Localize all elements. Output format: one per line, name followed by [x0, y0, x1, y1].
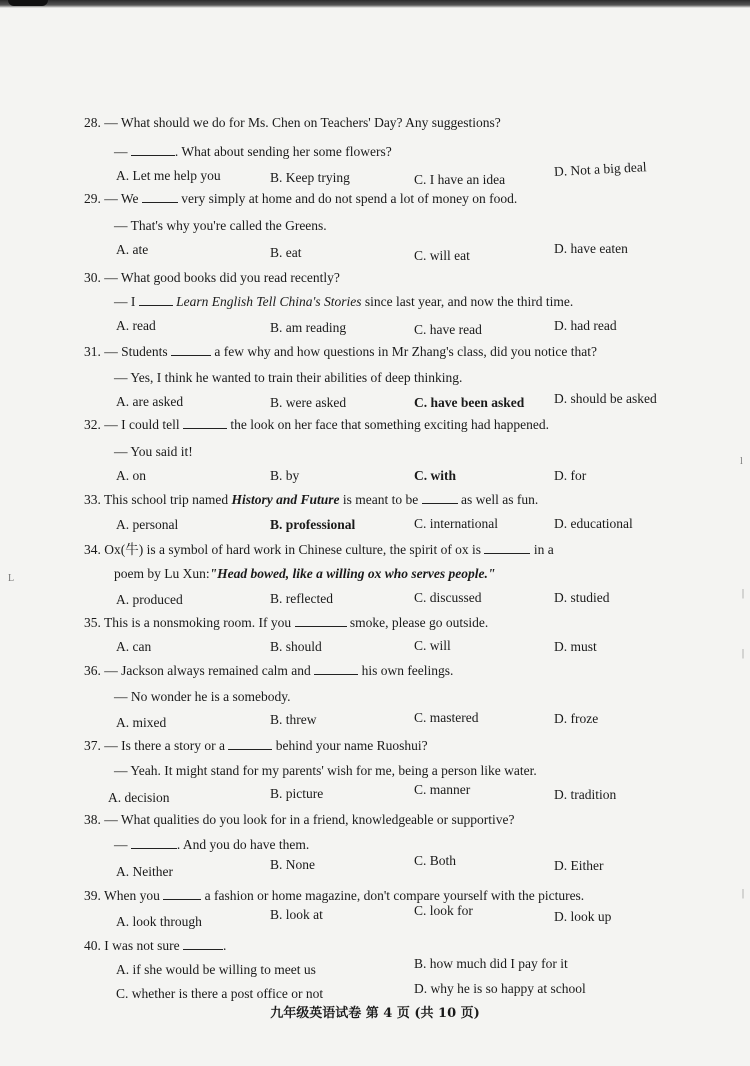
option-d: D. froze [554, 711, 599, 726]
option-b: B. reflected [270, 591, 333, 606]
question-text: as well as fun. [461, 492, 539, 507]
question-number: 28. [84, 115, 101, 130]
question-text: in a [533, 542, 554, 557]
trip-title: History and Future [231, 492, 340, 507]
margin-mark: | [742, 588, 745, 599]
question-text: — What should we do for Ms. Chen on Teachers' Day? Any suggestions? [104, 115, 501, 130]
question-text: . And you do have them. [176, 837, 310, 852]
question-text: a fashion or home magazine, don't compare yourself with the pictures. [204, 888, 585, 903]
option-d: D. had read [554, 318, 617, 333]
option-d: D. look up [554, 909, 612, 924]
question-33-stem [84, 491, 538, 509]
question-number: 30. [84, 270, 101, 285]
question-number: 38. [84, 812, 101, 827]
scan-top-edge [0, 0, 750, 8]
question-number: 37. [84, 738, 101, 753]
option-d: D. why he is so happy at school [414, 981, 586, 996]
option-b: B. None [270, 857, 315, 872]
question-text: This is a nonsmoking room. If you [104, 615, 292, 630]
answer-blank [228, 737, 272, 750]
question-29-line-2: — That's why you're called the Greens. [114, 218, 327, 233]
option-d: D. studied [554, 590, 610, 605]
question-text: — I could tell [104, 417, 180, 432]
poem-quote: "Head bowed, like a willing ox who serves people." [209, 566, 496, 581]
question-text: — I [114, 294, 136, 309]
option-d: D. Not a big deal [553, 159, 647, 179]
option-a: A. Neither [116, 864, 173, 879]
option-a: A. mixed [116, 715, 167, 730]
option-c: C. have read [414, 322, 482, 337]
question-text: — We [104, 191, 139, 206]
option-b: B. were asked [270, 395, 347, 410]
question-29-stem [84, 190, 517, 208]
question-text: — Is there a story or a [104, 738, 225, 753]
option-c: C. mastered [414, 710, 479, 725]
option-a: A. if she would be willing to meet us [116, 962, 316, 977]
answer-blank [142, 190, 178, 203]
question-number: 39. [84, 888, 101, 903]
option-a: A. decision [108, 790, 170, 805]
question-38-stem [84, 811, 515, 829]
question-31-stem [84, 343, 597, 361]
question-text: — What good books did you read recently? [104, 270, 340, 285]
question-text: Ox(牛) is a symbol of hard work in Chinese culture, the spirit of ox is [104, 542, 482, 557]
question-30-stem [84, 269, 340, 287]
question-text: smoke, please go outside. [349, 615, 489, 630]
option-d: D. for [554, 468, 587, 483]
question-text: — Jackson always remained calm and [104, 663, 311, 678]
question-36-stem [84, 662, 453, 680]
answer-blank [131, 143, 175, 156]
question-38-line-2 [114, 836, 309, 854]
margin-mark: | [742, 648, 745, 659]
question-text: since last year, and now the third time. [364, 294, 574, 309]
margin-mark: | [742, 888, 745, 899]
question-30-line-2 [114, 293, 573, 311]
question-40-stem [84, 937, 226, 955]
question-28-stem [84, 114, 501, 132]
option-c: C. look for [414, 903, 473, 918]
question-text: This school trip named [104, 492, 229, 507]
question-28-line-2 [114, 143, 392, 161]
answer-blank [131, 836, 177, 849]
option-a: A. ate [116, 242, 149, 257]
answer-blank [183, 416, 227, 429]
option-a: A. produced [116, 592, 183, 607]
page-footer: 九年级英语试卷 第 4 页 (共 10 页) [270, 1006, 480, 1021]
answer-blank [314, 662, 358, 675]
option-a: A. can [116, 639, 152, 654]
question-number: 40. [84, 938, 101, 953]
question-text: I was not sure [104, 938, 180, 953]
option-c: C. discussed [414, 590, 482, 605]
margin-mark: L [8, 573, 15, 584]
question-number: 33. [84, 492, 101, 507]
question-32-line-2: — You said it! [114, 444, 193, 459]
option-b: B. by [270, 468, 300, 483]
option-a: A. on [116, 468, 146, 483]
option-d: D. have eaten [554, 241, 628, 256]
question-32-stem [84, 416, 549, 434]
answer-blank [422, 491, 458, 504]
option-b: B. Keep trying [270, 170, 350, 185]
question-text: — Students [104, 344, 168, 359]
question-text: . What about sending her some flowers? [174, 144, 392, 159]
option-c: C. I have an idea [414, 172, 506, 187]
option-b: B. picture [270, 786, 324, 801]
question-number: 35. [84, 615, 101, 630]
answer-blank [163, 887, 201, 900]
question-text: is meant to be [342, 492, 419, 507]
question-number: 32. [84, 417, 101, 432]
option-b: B. am reading [270, 320, 347, 335]
dash: — [114, 144, 128, 159]
question-39-stem [84, 887, 584, 905]
question-text: behind your name Ruoshui? [275, 738, 428, 753]
option-c: C. Both [414, 853, 457, 868]
question-37-stem [84, 737, 428, 755]
option-c: C. will [414, 638, 451, 653]
option-a: A. are asked [116, 394, 184, 409]
option-a: A. Let me help you [116, 168, 221, 183]
answer-blank [295, 614, 347, 627]
question-text: — What qualities do you look for in a friend, knowledgeable or supportive? [104, 812, 515, 827]
scan-corner-mark [8, 0, 48, 6]
option-b: B. should [270, 639, 322, 654]
question-text: the look on her face that something exciting had happened. [230, 417, 550, 432]
question-number: 29. [84, 191, 101, 206]
answer-blank [183, 937, 223, 950]
option-b: B. threw [270, 712, 317, 727]
option-d: D. educational [554, 516, 633, 531]
option-a: A. read [116, 318, 156, 333]
answer-blank [139, 293, 173, 306]
option-b: B. look at [270, 907, 323, 922]
option-c: C. with [414, 468, 457, 483]
question-35-stem [84, 614, 488, 632]
option-c: C. will eat [414, 248, 470, 263]
question-text: very simply at home and do not spend a lot of money on food. [181, 191, 518, 206]
option-c: C. whether is there a post office or not [116, 986, 324, 1001]
option-c: C. manner [414, 782, 471, 797]
question-34-stem [84, 541, 554, 559]
margin-mark: l [740, 456, 743, 467]
question-text: his own feelings. [361, 663, 454, 678]
answer-blank [171, 343, 211, 356]
question-text: poem by Lu Xun: [114, 566, 210, 581]
question-text: . [222, 938, 227, 953]
option-d: D. should be asked [554, 391, 657, 406]
option-d: D. Either [554, 858, 604, 873]
question-37-line-2: — Yeah. It might stand for my parents' wish for me, being a person like water. [114, 763, 537, 778]
question-31-line-2: — Yes, I think he wanted to train their abilities of deep thinking. [114, 370, 463, 385]
option-b: B. eat [270, 245, 302, 260]
option-d: D. must [554, 639, 597, 654]
option-b: B. professional [270, 517, 356, 532]
question-text: a few why and how questions in Mr Zhang's class, did you notice that? [214, 344, 597, 359]
question-text: When you [104, 888, 160, 903]
option-c: C. have been asked [414, 395, 525, 410]
option-a: A. look through [116, 914, 202, 929]
book-title: Learn English Tell China's Stories [176, 294, 362, 309]
question-number: 31. [84, 344, 101, 359]
question-number: 34. [84, 542, 101, 557]
question-36-line-2: — No wonder he is a somebody. [114, 689, 291, 704]
option-a: A. personal [116, 517, 179, 532]
question-number: 36. [84, 663, 101, 678]
option-c: C. international [414, 516, 498, 531]
answer-blank [484, 541, 530, 554]
question-34-line-2 [114, 565, 495, 583]
option-d: D. tradition [554, 787, 617, 802]
dash: — [114, 837, 128, 852]
option-b: B. how much did I pay for it [414, 956, 568, 971]
